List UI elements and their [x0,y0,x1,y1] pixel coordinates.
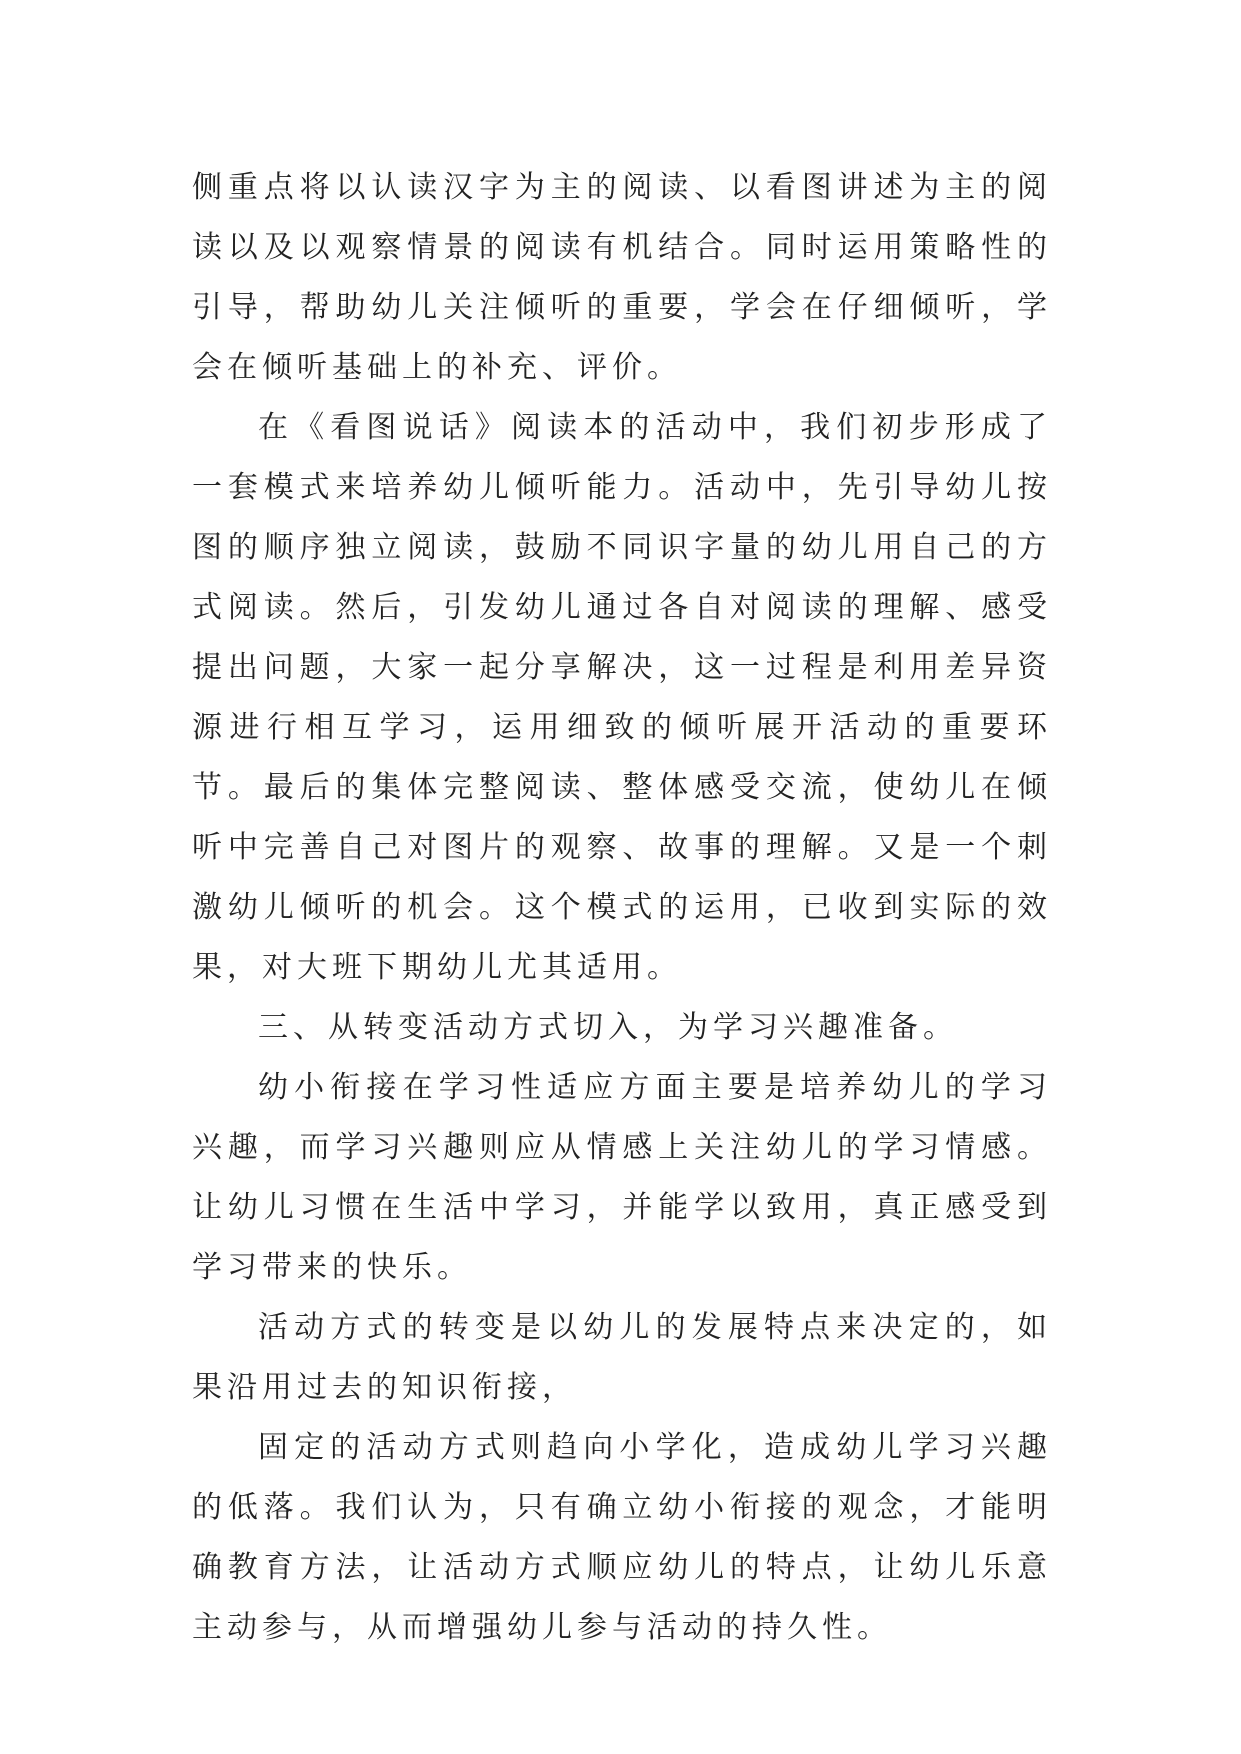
paragraph-fixed-activity: 固定的活动方式则趋向小学化，造成幼儿学习兴趣的低落。我们认为，只有确立幼小衔接的观念，才能明确教育方法，让活动方式顺应幼儿的特点，让幼儿乐意主动参与，从而增强幼儿参与活动的持久性。 [192,1430,1052,1645]
paragraph-continuation: 侧重点将以认读汉字为主的阅读、以看图讲述为主的阅读以及以观察情景的阅读有机结合。同时运用策略性的引导，帮助幼儿关注倾听的重要，学会在仔细倾听，学会在倾听基础上的补充、评价。 [192,170,1052,385]
document-page [192,158,1052,1658]
paragraph-reading-model: 在《看图说话》阅读本的活动中，我们初步形成了一套模式来培养幼儿倾听能力。活动中，先引导幼儿按图的顺序独立阅读，鼓励不同识字量的幼儿用自己的方式阅读。然后，引发幼儿通过各自对阅读的理解、感受提出问题，大家一起分享解决，这一过程是利用差异资源进行相互学习，运用细致的倾听展开活动的重要环节。最后的集体完整阅读、整体感受交流，使幼儿在倾听中完善自己对图片的观察、故事的理解。又是一个刺激幼儿倾听的机会。这个模式的运用，已收到实际的效果，对大班下期幼儿尤其适用。 [192,410,1052,985]
section-heading-three: 三、从转变活动方式切入，为学习兴趣准备。 [258,1010,958,1045]
paragraph-learning-interest: 幼小衔接在学习性适应方面主要是培养幼儿的学习兴趣，而学习兴趣则应从情感上关注幼儿的学习情感。让幼儿习惯在生活中学习，并能学以致用，真正感受到学习带来的快乐。 [192,1070,1052,1285]
paragraph-activity-change: 活动方式的转变是以幼儿的发展特点来决定的，如果沿用过去的知识衔接， [192,1310,1052,1405]
